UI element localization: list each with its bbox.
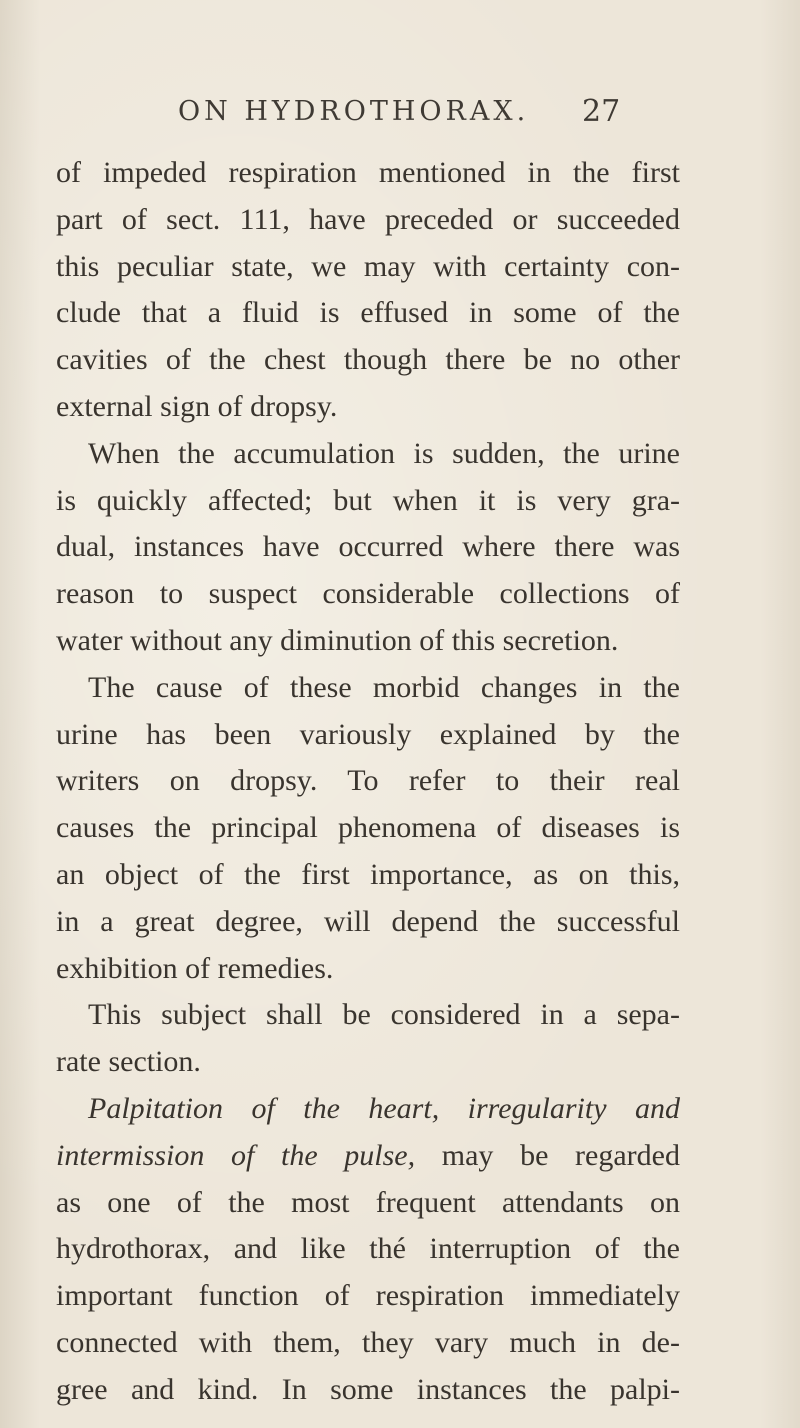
text-line: part of sect. 111, have preceded or succeeded [56,202,680,236]
text-line: hydrothorax, and like thé interruption of the [56,1232,680,1266]
text-line: clude that a fluid is effused in some of the [56,296,680,330]
text-line: gree and kind. In some instances the palpi- [56,1372,680,1406]
italic-text: Palpitation of the heart, irregularity and [88,1091,680,1125]
text-line: is quickly affected; but when it is very gra- [56,483,680,517]
paragraph-start-line [56,1086,680,1133]
body-text [56,150,680,1414]
text-line: in a great degree, will depend the successful [56,904,680,938]
text-line: water without any diminution of this secretion. [56,623,619,657]
italic-text: intermission of the pulse, [56,1138,416,1172]
paragraph-start-line: This subject shall be considered in a sepa- [88,998,680,1032]
paragraph-start-line: The cause of these morbid changes in the [88,670,680,704]
text-line: writers on dropsy. To refer to their real [56,764,680,798]
running-head [0,96,800,140]
text-line: intermission of the pulse, may be regarded [56,1138,680,1172]
text-line: urine has been variously explained by the [56,717,680,751]
text-line: dual, instances have occurred where there was [56,530,680,564]
text-line: important function of respiration immediately [56,1279,680,1313]
running-title: ON HYDROTHORAX. [178,96,530,127]
text-line: reason to suspect considerable collections of [56,577,680,611]
text-line: connected with them, they vary much in de- [56,1325,680,1359]
text-line: as one of the most frequent attendants on [56,1185,680,1219]
text-line: rate section. [56,1045,201,1079]
text-line: causes the principal phenomena of diseases is [56,811,680,845]
text-line: cavities of the chest though there be no other [56,343,680,377]
text-line: exhibition of remedies. [56,951,334,985]
page-number: 27 [582,94,621,129]
text-line: this peculiar state, we may with certainty con- [56,249,680,283]
text-line: an object of the first importance, as on this, [56,857,680,891]
paragraph-start-line: When the accumulation is sudden, the urine [88,436,680,470]
text-line: external sign of dropsy. [56,389,338,423]
text-line: of impeded respiration mentioned in the first [56,156,680,189]
